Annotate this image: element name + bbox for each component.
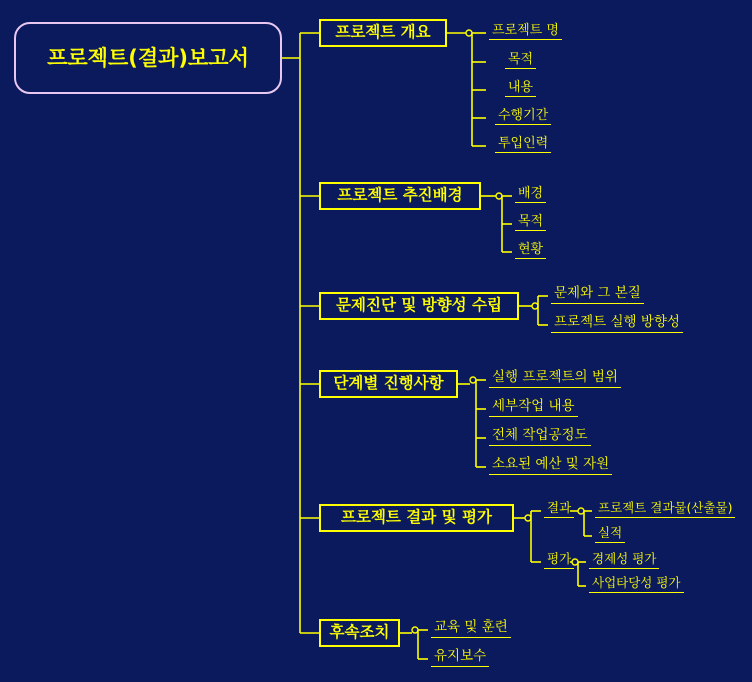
leaf-economic-evaluation[interactable]: [589, 553, 659, 569]
leaf-education-training[interactable]: [431, 621, 511, 638]
leaf-label: 수행기간: [498, 108, 549, 123]
branch-node-project-overview[interactable]: [319, 19, 447, 47]
leaf-label: 전체 작업공정도: [492, 427, 588, 443]
leaf-label: 실적: [598, 525, 623, 540]
branch-node-phase-progress[interactable]: [319, 370, 458, 398]
leaf-work-process-chart[interactable]: [489, 429, 591, 446]
leaf-label: 경제성 평가: [592, 551, 657, 566]
leaf-performance[interactable]: [595, 527, 625, 543]
leaf-project-name[interactable]: [489, 24, 562, 40]
branch-node-project-background[interactable]: [319, 182, 481, 210]
leaf-evaluation[interactable]: [544, 553, 574, 569]
leaf-label: 목적: [518, 214, 544, 229]
leaf-label: 배경: [518, 186, 544, 201]
leaf-duration[interactable]: [495, 109, 551, 125]
leaf-label: 프로젝트 명: [492, 23, 559, 38]
branch-label: 프로젝트 결과 및 평가: [341, 508, 492, 527]
leaf-label: 실행 프로젝트의 범위: [492, 369, 618, 385]
leaf-label: 프로젝트 실행 방향성: [554, 314, 680, 330]
leaf-results[interactable]: [544, 502, 574, 518]
leaf-deliverables[interactable]: [595, 502, 735, 518]
branch-label: 단계별 진행사항: [333, 374, 444, 393]
branch-label: 프로젝트 개요: [335, 23, 431, 42]
leaf-execution-direction[interactable]: [551, 316, 683, 333]
mindmap-root[interactable]: [14, 22, 282, 94]
leaf-label: 사업타당성 평가: [592, 575, 681, 590]
leaf-maintenance[interactable]: [431, 650, 489, 667]
leaf-project-scope[interactable]: [489, 371, 621, 388]
leaf-status[interactable]: [515, 243, 546, 259]
leaf-label: 프로젝트 결과물(산출물): [598, 500, 733, 515]
leaf-label: 교육 및 훈련: [434, 619, 508, 635]
leaf-label: 유지보수: [434, 648, 487, 664]
leaf-label: 문제와 그 본질: [554, 285, 641, 301]
leaf-content[interactable]: [505, 81, 536, 97]
leaf-label: 결과: [547, 500, 572, 515]
leaf-task-details[interactable]: [489, 400, 578, 417]
leaf-label: 소요된 예산 및 자원: [492, 456, 610, 472]
leaf-label: 내용: [508, 80, 534, 95]
branch-label: 후속조치: [329, 623, 390, 642]
leaf-label: 평가: [547, 551, 572, 566]
leaf-objective[interactable]: [515, 215, 546, 231]
root-label: 프로젝트(결과)보고서: [47, 45, 249, 70]
leaf-manpower[interactable]: [495, 137, 551, 153]
leaf-label: 현황: [518, 242, 544, 257]
branch-node-problem-diagnosis[interactable]: [319, 292, 519, 320]
leaf-background[interactable]: [515, 187, 546, 203]
leaf-label: 세부작업 내용: [492, 398, 575, 414]
leaf-purpose[interactable]: [505, 53, 536, 69]
leaf-label: 투입인력: [498, 136, 549, 151]
leaf-label: 목적: [508, 52, 534, 67]
branch-node-results-evaluation[interactable]: [319, 504, 514, 532]
branch-label: 프로젝트 추진배경: [337, 186, 463, 205]
branch-node-followup[interactable]: [319, 619, 400, 647]
leaf-budget-resources[interactable]: [489, 458, 612, 475]
leaf-feasibility-evaluation[interactable]: [589, 577, 684, 593]
branch-label: 문제진단 및 방향성 수립: [336, 296, 502, 315]
leaf-problem-essence[interactable]: [551, 287, 644, 304]
